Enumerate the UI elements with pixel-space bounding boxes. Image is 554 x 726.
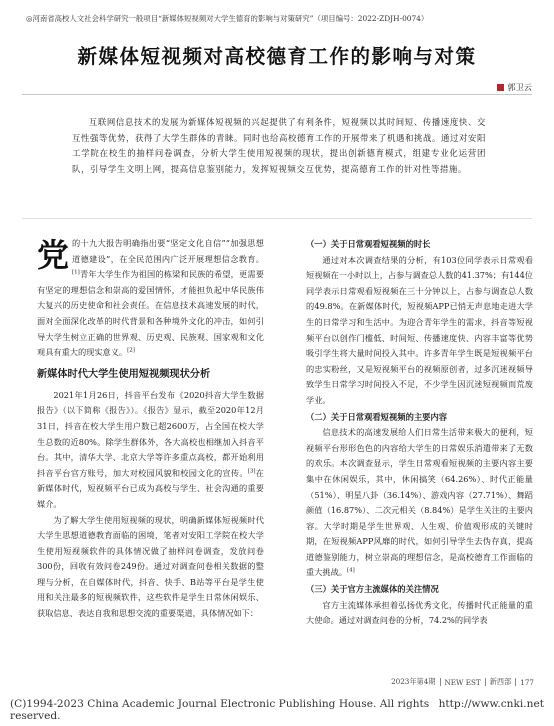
body-paragraph: 通过对本次调查结果的分析，有103位同学表示日常观看短视频在一小时以上，占参与调查总人数的41.37%；有144位同学表示日常观看短视频在三十分钟以上，占参与调查总人数的49.8%。在新媒体时代，短视频APP已悄无声息地走进大学生的日常学习和生活中。为迎合青年学生的需求，抖音等短视频平台以创作门槛低、时间短、传播速度快、内容丰富等优势吸引学生将大量时间投入其中。许多青年学生既是短视频平台的忠实粉丝，又是短视频平台的视频原创者，过多沉迷视频导致学生日常学习时间投入不足，不少学生因沉迷短视频而荒废学业。 [306,254,533,405]
funding-note: ◎河南省高校人文社会科学研究一般项目“新媒体短视频对大学生德育的影响与对策研究”（项目编号：2022-ZDJH-0074） [26,14,429,23]
reference-mark: [3] [247,467,256,474]
left-column [37,236,264,622]
subsection-heading: （二）关于日常观看短视频的主要内容 [306,411,448,422]
article-title: 新媒体短视频对高校德育工作的影响与对策 [77,45,477,68]
paragraph-text: 在新媒体时代，短视频平台已成为高校与学生、社会沟通的重要媒介。 [37,467,264,509]
body-paragraph [306,425,533,581]
dropcap: 党 [37,236,70,274]
intro-text-rest: 青年大学生作为祖国的栋梁和民族的希望，更需要有坚定的理想信念和崇高的爱国情怀，才能担负起中华民族伟大复兴的历史使命和社会责任。在信息技术高速发展的时代，面对全面深化改革的时代背景和各种境外文化的冲击，如何引导大学生树立正确的世界观、历史观、民族观、国家观和文化观具有重大的现实意义。 [37,269,264,358]
reference-mark: [1] [72,269,80,276]
copyright-link[interactable]: http://www.cnki.net [438,698,544,710]
right-column [306,236,533,629]
paragraph-text: 信息技术的高速发展给人们日常生活带来极大的便利，短视频平台形形色色的内容给大学生的日常娱乐消遣带来了无数的欢乐。本次调查显示，学生日常观看短视频的主要内容主要集中在休闲娱乐，其中，休闲搞笑（64.26%）、时代正能量（51%）、明星八卦（36.14%）、游戏内容（27.71%）、舞蹈颜值（16.87%）、二次元相关（8.84%）是学生关注的主要内容。大学时期是学生世界观、人生观、价值观形成的关键时期，在短视频APP风靡的时代，如何引导学生去伪存真，提高道德鉴别能力，树立崇高的理想信念，是高校德育工作面临的重大挑战。 [306,427,533,578]
author-marker-icon [497,84,504,91]
subsection-heading: （三）关于官方主流媒体的关注情况 [306,584,439,595]
footer-divider [485,678,486,686]
author-name: 郭卫云 [507,82,532,92]
copyright-text: (C)1994-2023 China Academic Journal Electronic Publishing House. All rights reserved. [10,698,430,722]
body-paragraph: 为了解大学生使用短视频的现状，明确新媒体短视频时代大学生思想道德教育面临的困境，笔者对安阳工学院在校大学生使用短视频软件的具体情况做了抽样问卷调查，发放问卷300份，回收有效问卷249份。通过对调查问卷相关数据的整理与分析，在自媒体时代，抖音、快手、B站等平台是学生使用和关注最多的短视频软件，这些软件是学生日常休闲娱乐、获取信息、表达自我和思想交流的重要渠道，具体情况如下： [37,514,264,619]
reference-mark: [2] [127,347,135,354]
abstract: 互联网信息技术的发展为新媒体短视频的兴起提供了有利条件，短视频以其时间短、传播速度快、交互性强等优势，获得了大学生群体的青睐。同时也给高校德育工作的开展带来了机遇和挑战。通过对安阳工学院在校生的抽样问卷调查，分析大学生使用短视频的现状，提出创新德育模式，组建专业化运营团队，引导学生文明上网，提高信息鉴别能力，发挥短视频交互优势，提高德育工作的针对性等措施。 [72,117,486,175]
section-name: 新西部 [489,677,512,686]
copyright-bar [0,698,554,722]
subsection-heading: （一）关于日常观看短视频的时长 [306,239,431,249]
body-paragraph: 官方主流媒体承担着弘扬优秀文化，传播时代正能量的重大使命。通过对调查问卷的分析，74.2%的同学表 [306,599,533,626]
journal-name: NEW EST [444,677,481,687]
page-footer [391,677,534,687]
section-heading: 新媒体时代大学生使用短视频现状分析 [37,368,211,380]
title-divider [22,94,532,95]
page-number: 177 [520,677,534,687]
intro-paragraph [37,236,264,361]
intro-text: 的十九大报告明确指出要“坚定文化自信”“加强思想道德建设”，在全民范围内广泛开展理想信念教育。 [72,238,264,264]
author-line [497,82,532,93]
paragraph-text: 2021年1月26日，抖音平台发布《2020抖音大学生数据报告》（以下简称《报告》）。《报告》显示，截至2020年12月31日，抖音在校大学生用户数已超2600万，占全国在校大学生总数的近80%。除学生群体外，各大高校也相继加入抖音平台。其中，清华大学、北京大学等许多重点高校，都开始利用抖音平台官方账号，加大对校园风貌和校园文化的宣传。 [37,389,264,478]
body-paragraph [37,388,264,513]
footer-divider [515,678,516,686]
footer-divider [440,678,441,686]
issue-label: 2023年第4期 [391,677,436,686]
reference-mark: [4] [346,567,355,574]
abstract-divider [22,218,532,219]
